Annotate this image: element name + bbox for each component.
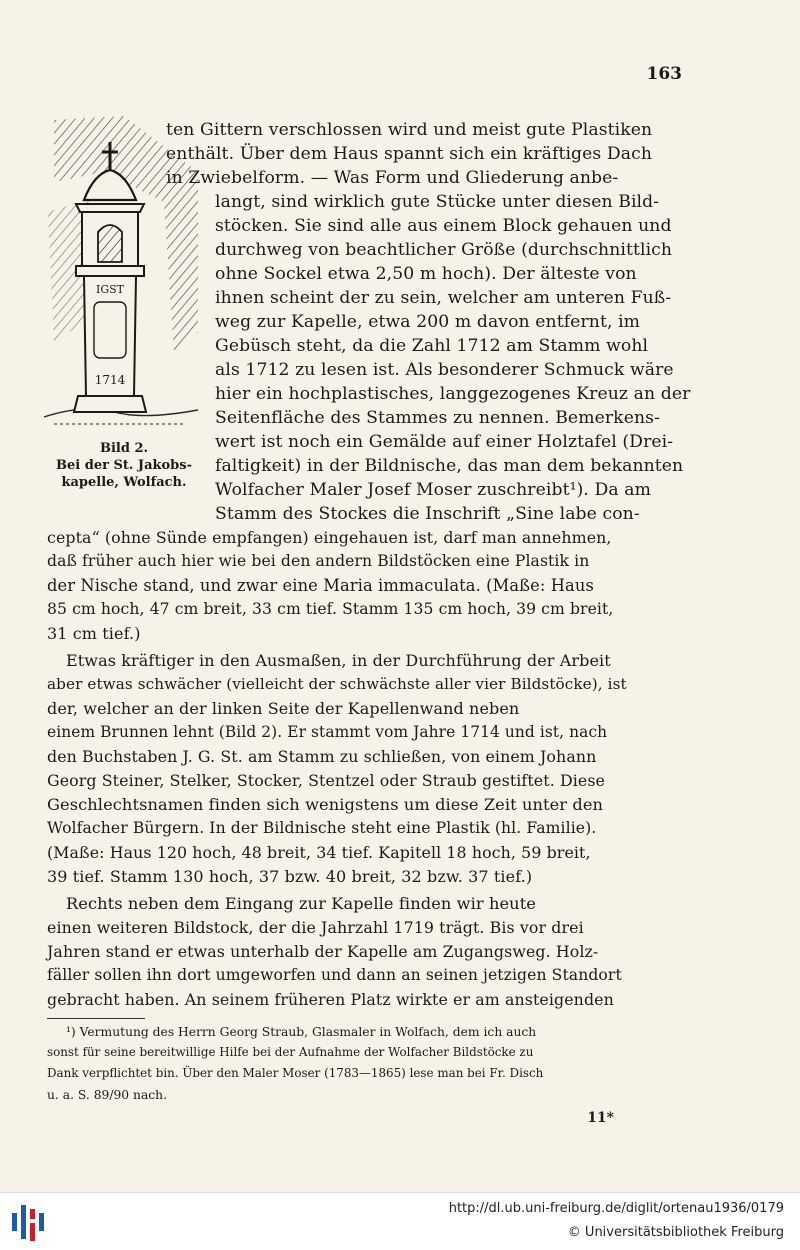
body-line: Seitenfläche des Stammes zu nennen. Bemerkens-	[215, 408, 660, 428]
body-line: einen weiteren Bildstock, der die Jahrzahl 1719 trägt. Bis vor drei	[47, 918, 584, 937]
body-line: ihnen scheint der zu sein, welcher am unteren Fuß-	[215, 288, 672, 308]
body-line: stöcken. Sie sind alle aus einem Block gehauen und	[215, 216, 672, 236]
body-line: Gebüsch steht, da die Zahl 1712 am Stamm wohl	[215, 336, 649, 356]
ub-freiburg-logo-icon[interactable]	[10, 1199, 50, 1243]
viewer-footer	[0, 1192, 800, 1250]
footnote-line: sonst für seine bereitwillige Hilfe bei der Aufnahme der Wolfacher Bildstöcke zu	[47, 1045, 534, 1059]
body-line: Georg Steiner, Stelker, Stocker, Stentzel oder Straub gestiftet. Diese	[47, 771, 605, 790]
body-line: (Maße: Haus 120 hoch, 48 breit, 34 tief. Kapitell 18 hoch, 59 breit,	[47, 843, 591, 862]
body-line: Geschlechtsnamen finden sich wenigstens um diese Zeit unter den	[47, 795, 604, 814]
body-line: aber etwas schwächer (vielleicht der schwächste aller vier Bildstöcke), ist	[47, 675, 627, 693]
inscription-initials: IGST	[95, 283, 125, 296]
body-line: faltigkeit) in der Bildnische, das man dem bekannten	[215, 456, 684, 476]
footnote-line: u. a. S. 89/90 nach.	[47, 1088, 168, 1102]
body-line: der, welcher an der linken Seite der Kapellenwand neben	[47, 699, 520, 718]
body-line: Wolfacher Maler Josef Moser zuschreibt¹). Da am	[215, 480, 652, 500]
body-line: weg zur Kapelle, etwa 200 m davon entfernt, im	[215, 312, 641, 332]
body-line: fäller sollen ihn dort umgeworfen und dann an seinen jetzigen Standort	[47, 966, 622, 984]
page-number: 163	[646, 64, 682, 84]
body-line: in Zwiebelform. — Was Form und Gliederung anbe-	[166, 168, 619, 188]
body-line: Stamm des Stockes die Inschrift „Sine labe con-	[215, 504, 640, 524]
permalink-url[interactable]: http://dl.ub.uni-freiburg.de/diglit/ortenau1936/0179	[448, 1201, 784, 1216]
footnote-line: Dank verpflichtet bin. Über den Maler Moser (1783—1865) lese man bei Fr. Disch	[47, 1066, 544, 1080]
printer-signature: 11*	[587, 1110, 614, 1126]
body-line: Rechts neben dem Eingang zur Kapelle finden wir heute	[66, 894, 536, 913]
body-line: Etwas kräftiger in den Ausmaßen, in der Durchführung der Arbeit	[66, 651, 611, 670]
figure-caption	[44, 440, 204, 491]
body-line: enthält. Über dem Haus spannt sich ein kräftiges Dach	[166, 144, 653, 164]
body-line: ohne Sockel etwa 2,50 m hoch). Der älteste von	[215, 264, 637, 284]
body-line: 31 cm tief.)	[47, 624, 141, 643]
body-line: Jahren stand er etwas unterhalb der Kapelle am Zugangsweg. Holz-	[47, 942, 599, 961]
caption-line: kapelle, Wolfach.	[61, 475, 187, 490]
body-line: als 1712 zu lesen ist. Als besonderer Schmuck wäre	[215, 360, 674, 380]
copyright-notice: © Universitätsbibliothek Freiburg	[567, 1225, 784, 1240]
footnote-rule	[47, 1018, 145, 1019]
inscription-year: 1714	[94, 373, 126, 387]
footnote-line: ¹) Vermutung des Herrn Georg Straub, Glasmaler in Wolfach, dem ich auch	[66, 1025, 537, 1039]
body-line: durchweg von beachtlicher Größe (durchschnittlich	[215, 240, 673, 260]
body-line: gebracht haben. An seinem früheren Platz wirkte er am ansteigenden	[47, 990, 614, 1009]
body-line: wert ist noch ein Gemälde auf einer Holztafel (Drei-	[215, 432, 674, 452]
body-line: Wolfacher Bürgern. In der Bildnische steht eine Plastik (hl. Familie).	[47, 819, 597, 837]
body-line: daß früher auch hier wie bei den andern Bildstöcken eine Plastik in	[47, 552, 590, 570]
body-line: 85 cm hoch, 47 cm breit, 33 cm tief. Stamm 135 cm hoch, 39 cm breit,	[47, 600, 614, 618]
caption-line: Bild 2.	[99, 441, 149, 456]
body-line: hier ein hochplastisches, langgezogenes Kreuz an der	[215, 384, 691, 404]
body-line: 39 tief. Stamm 130 hoch, 37 bzw. 40 breit, 32 bzw. 37 tief.)	[47, 867, 533, 886]
body-line: cepta“ (ohne Sünde empfangen) eingehauen ist, darf man annehmen,	[47, 528, 612, 547]
caption-line: Bei der St. Jakobs-	[56, 458, 192, 473]
body-line: ten Gittern verschlossen wird und meist gute Plastiken	[166, 120, 653, 140]
body-line: einem Brunnen lehnt (Bild 2). Er stammt vom Jahre 1714 und ist, nach	[47, 723, 608, 741]
body-line: den Buchstaben J. G. St. am Stamm zu schließen, von einem Johann	[47, 747, 597, 766]
body-line: der Nische stand, und zwar eine Maria immaculata. (Maße: Haus	[47, 576, 594, 595]
body-line: langt, sind wirklich gute Stücke unter diesen Bild-	[215, 192, 660, 212]
